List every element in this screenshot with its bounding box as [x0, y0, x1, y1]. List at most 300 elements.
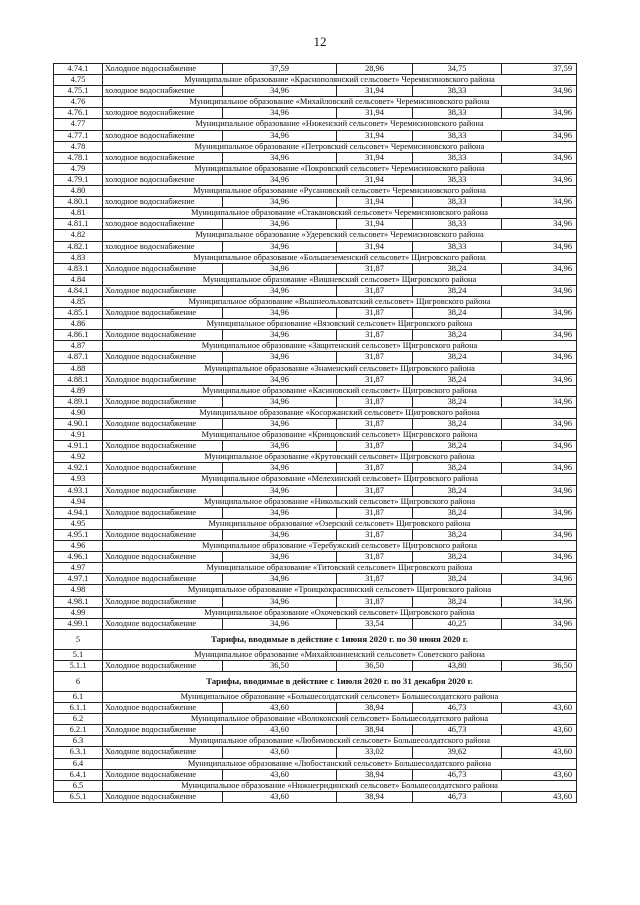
- tariff-value: 34,96: [502, 130, 577, 141]
- tariff-value: 31,87: [337, 308, 413, 319]
- tariff-value: 34,96: [502, 197, 577, 208]
- tariff-value: 34,96: [223, 618, 337, 629]
- tariff-value: 34,96: [502, 507, 577, 518]
- municipality-name: Муниципальное образование «Мелехинский сельсовет» Щигровского района: [103, 474, 577, 485]
- tariff-value: 34,96: [502, 108, 577, 119]
- tariff-value: 46,73: [413, 725, 502, 736]
- municipality-row: [54, 385, 577, 396]
- row-number: 6.1.1: [54, 703, 103, 714]
- municipality-row: [54, 474, 577, 485]
- row-number: 4.92.1: [54, 463, 103, 474]
- municipality-row: [54, 607, 577, 618]
- tariff-value: 36,50: [502, 660, 577, 671]
- row-number: 4.78.1: [54, 152, 103, 163]
- municipality-row: [54, 541, 577, 552]
- municipality-row: [54, 496, 577, 507]
- row-number: 4.85.1: [54, 308, 103, 319]
- tariff-row: [54, 219, 577, 230]
- tariff-row: [54, 64, 577, 75]
- tariff-value: 34,96: [223, 86, 337, 97]
- service-name: Холодное водоснабжение: [103, 552, 223, 563]
- tariff-value: 43,80: [413, 660, 502, 671]
- tariff-value: 38,24: [413, 529, 502, 540]
- municipality-row: [54, 341, 577, 352]
- tariff-value: 38,24: [413, 596, 502, 607]
- tariff-value: 31,87: [337, 463, 413, 474]
- row-number: 6.4.1: [54, 769, 103, 780]
- row-number: 4.83: [54, 252, 103, 263]
- row-number: 4.89.1: [54, 396, 103, 407]
- row-number: 4.99: [54, 607, 103, 618]
- row-number: 4.81.1: [54, 219, 103, 230]
- tariff-value: 34,96: [223, 219, 337, 230]
- municipality-name: Муниципальное образование «Теребужский сельсовет» Щигровского района: [103, 541, 577, 552]
- row-number: 4.81: [54, 208, 103, 219]
- service-name: холодное водоснабжение: [103, 86, 223, 97]
- section-number: 6: [54, 671, 103, 691]
- municipality-row: [54, 252, 577, 263]
- service-name: Холодное водоснабжение: [103, 529, 223, 540]
- row-number: 4.87.1: [54, 352, 103, 363]
- row-number: 4.84.1: [54, 285, 103, 296]
- tariff-row: [54, 507, 577, 518]
- municipality-name: Муниципальное образование «Вышнеольховатский сельсовет» Щигровского района: [103, 296, 577, 307]
- tariff-value: 38,24: [413, 396, 502, 407]
- service-name: Холодное водоснабжение: [103, 660, 223, 671]
- municipality-name: Муниципальное образование «Любимовский сельсовет» Большесолдатского района: [103, 736, 577, 747]
- municipality-row: [54, 75, 577, 86]
- tariff-value: 34,96: [502, 441, 577, 452]
- tariff-value: 34,96: [502, 574, 577, 585]
- tariff-value: 34,96: [502, 86, 577, 97]
- tariff-value: 31,94: [337, 130, 413, 141]
- tariff-value: 31,87: [337, 596, 413, 607]
- row-number: 4.87: [54, 341, 103, 352]
- municipality-name: Муниципальное образование «Ниженский сельсовет» Черемисиновского района: [103, 119, 577, 130]
- tariff-value: 31,94: [337, 152, 413, 163]
- service-name: Холодное водоснабжение: [103, 441, 223, 452]
- row-number: 6.2: [54, 714, 103, 725]
- municipality-name: Муниципальное образование «Русановский сельсовет» Черемисиновского района: [103, 186, 577, 197]
- tariff-row: [54, 86, 577, 97]
- tariff-value: 39,62: [413, 747, 502, 758]
- row-number: 4.95: [54, 518, 103, 529]
- row-number: 4.94: [54, 496, 103, 507]
- service-name: холодное водоснабжение: [103, 174, 223, 185]
- tariff-value: 38,24: [413, 374, 502, 385]
- service-name: холодное водоснабжение: [103, 130, 223, 141]
- row-number: 4.74.1: [54, 64, 103, 75]
- tariff-value: 38,33: [413, 219, 502, 230]
- tariff-value: 38,33: [413, 86, 502, 97]
- tariff-value: 34,96: [223, 419, 337, 430]
- tariff-value: 38,24: [413, 330, 502, 341]
- tariff-row: [54, 463, 577, 474]
- municipality-name: Муниципальное образование «Покровский сельсовет» Черемисиновского района: [103, 163, 577, 174]
- tariff-value: 38,94: [337, 791, 413, 802]
- row-number: 4.77: [54, 119, 103, 130]
- tariff-value: 38,24: [413, 285, 502, 296]
- service-name: Холодное водоснабжение: [103, 747, 223, 758]
- section-number: 5: [54, 629, 103, 649]
- tariff-value: 34,96: [502, 263, 577, 274]
- tariff-row: [54, 197, 577, 208]
- tariff-value: 34,96: [223, 130, 337, 141]
- tariff-value: 38,94: [337, 725, 413, 736]
- tariff-value: 38,24: [413, 507, 502, 518]
- service-name: Холодное водоснабжение: [103, 352, 223, 363]
- row-number: 4.75: [54, 75, 103, 86]
- service-name: холодное водоснабжение: [103, 219, 223, 230]
- service-name: Холодное водоснабжение: [103, 485, 223, 496]
- row-number: 4.80.1: [54, 197, 103, 208]
- row-number: 5.1.1: [54, 660, 103, 671]
- tariff-value: 38,33: [413, 197, 502, 208]
- tariff-row: [54, 791, 577, 802]
- row-number: 4.96.1: [54, 552, 103, 563]
- tariff-value: 31,94: [337, 241, 413, 252]
- tariff-row: [54, 174, 577, 185]
- tariff-row: [54, 396, 577, 407]
- tariff-value: 34,96: [223, 396, 337, 407]
- municipality-name: Муниципальное образование «Большеземенский сельсовет» Щигровского района: [103, 252, 577, 263]
- municipality-name: Муниципальное образование «Петровский сельсовет» Черемисиновского района: [103, 141, 577, 152]
- row-number: 4.91.1: [54, 441, 103, 452]
- row-number: 4.94.1: [54, 507, 103, 518]
- tariff-value: 31,87: [337, 507, 413, 518]
- service-name: Холодное водоснабжение: [103, 725, 223, 736]
- row-number: 4.96: [54, 541, 103, 552]
- tariff-value: 38,24: [413, 574, 502, 585]
- row-number: 4.88.1: [54, 374, 103, 385]
- municipality-row: [54, 452, 577, 463]
- tariff-value: 34,96: [502, 396, 577, 407]
- tariff-row: [54, 419, 577, 430]
- tariff-value: 38,94: [337, 703, 413, 714]
- tariff-value: 43,60: [502, 725, 577, 736]
- row-number: 4.75.1: [54, 86, 103, 97]
- service-name: Холодное водоснабжение: [103, 263, 223, 274]
- municipality-row: [54, 649, 577, 660]
- municipality-name: Муниципальное образование «Озерский сельсовет» Щигровского района: [103, 518, 577, 529]
- tariff-value: 46,73: [413, 769, 502, 780]
- municipality-name: Муниципальное образование «Любостанский сельсовет» Большесолдатского района: [103, 758, 577, 769]
- municipality-row: [54, 407, 577, 418]
- tariff-value: 38,24: [413, 308, 502, 319]
- row-number: 4.93: [54, 474, 103, 485]
- row-number: 4.86: [54, 319, 103, 330]
- tariff-value: 31,87: [337, 263, 413, 274]
- row-number: 6.4: [54, 758, 103, 769]
- row-number: 4.97: [54, 563, 103, 574]
- tariff-row: [54, 769, 577, 780]
- row-number: 6.2.1: [54, 725, 103, 736]
- row-number: 6.5.1: [54, 791, 103, 802]
- municipality-name: Муниципальное образование «Косоржанский сельсовет» Щигровского района: [103, 407, 577, 418]
- tariff-value: 34,96: [502, 174, 577, 185]
- row-number: 5.1: [54, 649, 103, 660]
- tariff-value: 34,96: [223, 174, 337, 185]
- municipality-row: [54, 563, 577, 574]
- tariff-value: 34,96: [223, 330, 337, 341]
- row-number: 4.85: [54, 296, 103, 307]
- service-name: Холодное водоснабжение: [103, 308, 223, 319]
- tariff-row: [54, 285, 577, 296]
- row-number: 4.91: [54, 430, 103, 441]
- municipality-row: [54, 230, 577, 241]
- service-name: холодное водоснабжение: [103, 108, 223, 119]
- section-header-row: [54, 671, 577, 691]
- tariff-value: 38,24: [413, 552, 502, 563]
- row-number: 4.82.1: [54, 241, 103, 252]
- section-title: Тарифы, вводимые в действие с 1июня 2020 г. по 30 июня 2020 г.: [103, 629, 577, 649]
- tariff-value: 31,87: [337, 330, 413, 341]
- tariff-row: [54, 308, 577, 319]
- tariff-value: 34,96: [223, 552, 337, 563]
- municipality-row: [54, 274, 577, 285]
- row-number: 6.5: [54, 780, 103, 791]
- tariff-row: [54, 618, 577, 629]
- municipality-name: Муниципальное образование «Михайлоанненский сельсовет» Советского района: [103, 649, 577, 660]
- service-name: Холодное водоснабжение: [103, 574, 223, 585]
- tariff-value: 34,96: [223, 152, 337, 163]
- tariff-value: 38,24: [413, 263, 502, 274]
- tariff-row: [54, 574, 577, 585]
- tariff-value: 31,87: [337, 396, 413, 407]
- tariff-value: 43,60: [223, 791, 337, 802]
- tariff-row: [54, 485, 577, 496]
- tariff-value: 34,96: [223, 485, 337, 496]
- tariff-table: [53, 63, 577, 803]
- tariff-value: 34,96: [223, 285, 337, 296]
- tariff-row: [54, 441, 577, 452]
- tariff-value: 31,94: [337, 86, 413, 97]
- tariff-value: 34,96: [502, 552, 577, 563]
- section-title: Тарифы, вводимые в действие с 1июля 2020 г. по 31 декабря 2020 г.: [103, 671, 577, 691]
- tariff-value: 43,60: [223, 769, 337, 780]
- row-number: 4.93.1: [54, 485, 103, 496]
- tariff-value: 31,87: [337, 529, 413, 540]
- tariff-value: 38,33: [413, 174, 502, 185]
- tariff-value: 38,24: [413, 352, 502, 363]
- row-number: 4.97.1: [54, 574, 103, 585]
- service-name: Холодное водоснабжение: [103, 769, 223, 780]
- municipality-row: [54, 296, 577, 307]
- tariff-value: 31,87: [337, 285, 413, 296]
- municipality-name: Муниципальное образование «Троицкокраснянский сельсовет» Щигровского района: [103, 585, 577, 596]
- tariff-value: 34,96: [223, 374, 337, 385]
- tariff-value: 28,96: [337, 64, 413, 75]
- municipality-name: Муниципальное образование «Крутовский сельсовет» Щигровского района: [103, 452, 577, 463]
- service-name: Холодное водоснабжение: [103, 330, 223, 341]
- tariff-value: 34,96: [502, 463, 577, 474]
- row-number: 4.79.1: [54, 174, 103, 185]
- municipality-name: Муниципальное образование «Краснополянский сельсовет» Черемисиновского района: [103, 75, 577, 86]
- service-name: Холодное водоснабжение: [103, 285, 223, 296]
- row-number: 4.92: [54, 452, 103, 463]
- tariff-value: 34,96: [223, 263, 337, 274]
- service-name: Холодное водоснабжение: [103, 703, 223, 714]
- row-number: 4.86.1: [54, 330, 103, 341]
- tariff-value: 34,96: [502, 241, 577, 252]
- tariff-value: 34,96: [223, 308, 337, 319]
- tariff-value: 34,75: [413, 64, 502, 75]
- municipality-row: [54, 518, 577, 529]
- municipality-name: Муниципальное образование «Вишневский сельсовет» Щигровского района: [103, 274, 577, 285]
- municipality-name: Муниципальное образование «Касиновский сельсовет» Щигровского района: [103, 385, 577, 396]
- row-number: 4.98: [54, 585, 103, 596]
- municipality-name: Муниципальное образование «Михайловский сельсовет» Черемисиновского района: [103, 97, 577, 108]
- service-name: холодное водоснабжение: [103, 241, 223, 252]
- tariff-row: [54, 330, 577, 341]
- tariff-value: 31,94: [337, 219, 413, 230]
- row-number: 4.99.1: [54, 618, 103, 629]
- tariff-value: 34,96: [223, 197, 337, 208]
- tariff-row: [54, 108, 577, 119]
- tariff-value: 34,96: [502, 330, 577, 341]
- tariff-value: 46,73: [413, 791, 502, 802]
- page-number: 12: [313, 34, 327, 49]
- tariff-value: 34,96: [223, 529, 337, 540]
- tariff-value: 33,54: [337, 618, 413, 629]
- row-number: 4.80: [54, 186, 103, 197]
- municipality-name: Муниципальное образование «Титовский сельсовет» Щигровского района: [103, 563, 577, 574]
- municipality-name: Муниципальное образование «Вязовский сельсовет» Щигровского района: [103, 319, 577, 330]
- tariff-value: 38,24: [413, 485, 502, 496]
- tariff-value: 43,60: [502, 747, 577, 758]
- tariff-value: 46,73: [413, 703, 502, 714]
- municipality-name: Муниципальное образование «Охочевский сельсовет» Щигровского района: [103, 607, 577, 618]
- tariff-value: 38,33: [413, 108, 502, 119]
- row-number: 4.76.1: [54, 108, 103, 119]
- municipality-row: [54, 714, 577, 725]
- tariff-value: 34,96: [223, 507, 337, 518]
- service-name: Холодное водоснабжение: [103, 618, 223, 629]
- tariff-value: 38,24: [413, 419, 502, 430]
- tariff-row: [54, 241, 577, 252]
- municipality-row: [54, 141, 577, 152]
- tariff-row: [54, 660, 577, 671]
- row-number: 4.83.1: [54, 263, 103, 274]
- tariff-value: 43,60: [502, 791, 577, 802]
- tariff-row: [54, 352, 577, 363]
- tariff-value: 31,87: [337, 374, 413, 385]
- tariff-value: 43,60: [223, 725, 337, 736]
- service-name: Холодное водоснабжение: [103, 396, 223, 407]
- municipality-row: [54, 736, 577, 747]
- service-name: холодное водоснабжение: [103, 197, 223, 208]
- tariff-value: 34,96: [502, 596, 577, 607]
- tariff-row: [54, 263, 577, 274]
- row-number: 4.77.1: [54, 130, 103, 141]
- tariff-value: 43,60: [502, 769, 577, 780]
- tariff-value: 34,96: [223, 574, 337, 585]
- tariff-value: 31,87: [337, 574, 413, 585]
- tariff-value: 38,24: [413, 441, 502, 452]
- municipality-name: Муниципальное образование «Нижнегридинский сельсовет» Большесолдатского района: [103, 780, 577, 791]
- tariff-value: 34,96: [502, 618, 577, 629]
- tariff-value: 43,60: [223, 747, 337, 758]
- tariff-row: [54, 747, 577, 758]
- row-number: 4.95.1: [54, 529, 103, 540]
- tariff-value: 34,96: [223, 441, 337, 452]
- tariff-value: 43,60: [502, 703, 577, 714]
- tariff-value: 34,96: [223, 463, 337, 474]
- row-number: 4.88: [54, 363, 103, 374]
- row-number: 4.98.1: [54, 596, 103, 607]
- tariff-row: [54, 529, 577, 540]
- tariff-row: [54, 596, 577, 607]
- tariff-row: [54, 725, 577, 736]
- tariff-value: 34,96: [502, 152, 577, 163]
- tariff-value: 31,87: [337, 441, 413, 452]
- tariff-value: 34,96: [502, 308, 577, 319]
- row-number: 4.90: [54, 407, 103, 418]
- service-name: холодное водоснабжение: [103, 152, 223, 163]
- tariff-value: 36,50: [337, 660, 413, 671]
- municipality-row: [54, 186, 577, 197]
- section-header-row: [54, 629, 577, 649]
- service-name: Холодное водоснабжение: [103, 419, 223, 430]
- municipality-row: [54, 585, 577, 596]
- row-number: 4.84: [54, 274, 103, 285]
- tariff-value: 36,50: [223, 660, 337, 671]
- municipality-row: [54, 691, 577, 702]
- municipality-name: Муниципальное образование «Никольский сельсовет» Щигровского района: [103, 496, 577, 507]
- tariff-value: 34,96: [502, 485, 577, 496]
- tariff-value: 40,25: [413, 618, 502, 629]
- tariff-value: 38,33: [413, 241, 502, 252]
- municipality-row: [54, 780, 577, 791]
- municipality-row: [54, 758, 577, 769]
- municipality-name: Муниципальное образование «Большесолдатский сельсовет» Большесолдатского района: [103, 691, 577, 702]
- service-name: Холодное водоснабжение: [103, 64, 223, 75]
- municipality-name: Муниципальное образование «Удеревский сельсовет» Черемисиновского района: [103, 230, 577, 241]
- tariff-value: 38,33: [413, 152, 502, 163]
- service-name: Холодное водоснабжение: [103, 374, 223, 385]
- municipality-row: [54, 163, 577, 174]
- tariff-value: 37,59: [502, 64, 577, 75]
- tariff-row: [54, 552, 577, 563]
- tariff-value: 34,96: [502, 285, 577, 296]
- tariff-row: [54, 703, 577, 714]
- service-name: Холодное водоснабжение: [103, 596, 223, 607]
- municipality-name: Муниципальное образование «Стакановский сельсовет» Черемисиновского района: [103, 208, 577, 219]
- row-number: 4.90.1: [54, 419, 103, 430]
- municipality-row: [54, 430, 577, 441]
- municipality-name: Муниципальное образование «Волоконский сельсовет» Большесолдатского района: [103, 714, 577, 725]
- tariff-value: 34,96: [502, 219, 577, 230]
- row-number: 4.76: [54, 97, 103, 108]
- tariff-value: 34,96: [502, 352, 577, 363]
- tariff-value: 31,94: [337, 174, 413, 185]
- tariff-value: 34,96: [502, 374, 577, 385]
- tariff-value: 34,96: [223, 241, 337, 252]
- service-name: Холодное водоснабжение: [103, 507, 223, 518]
- tariff-value: 31,94: [337, 108, 413, 119]
- row-number: 6.1: [54, 691, 103, 702]
- tariff-value: 38,33: [413, 130, 502, 141]
- row-number: 4.89: [54, 385, 103, 396]
- tariff-table-body: [54, 64, 577, 803]
- tariff-value: 37,59: [223, 64, 337, 75]
- service-name: Холодное водоснабжение: [103, 791, 223, 802]
- municipality-name: Муниципальное образование «Кривцовский сельсовет» Щигровского района: [103, 430, 577, 441]
- municipality-row: [54, 363, 577, 374]
- municipality-row: [54, 119, 577, 130]
- tariff-value: 38,94: [337, 769, 413, 780]
- tariff-row: [54, 152, 577, 163]
